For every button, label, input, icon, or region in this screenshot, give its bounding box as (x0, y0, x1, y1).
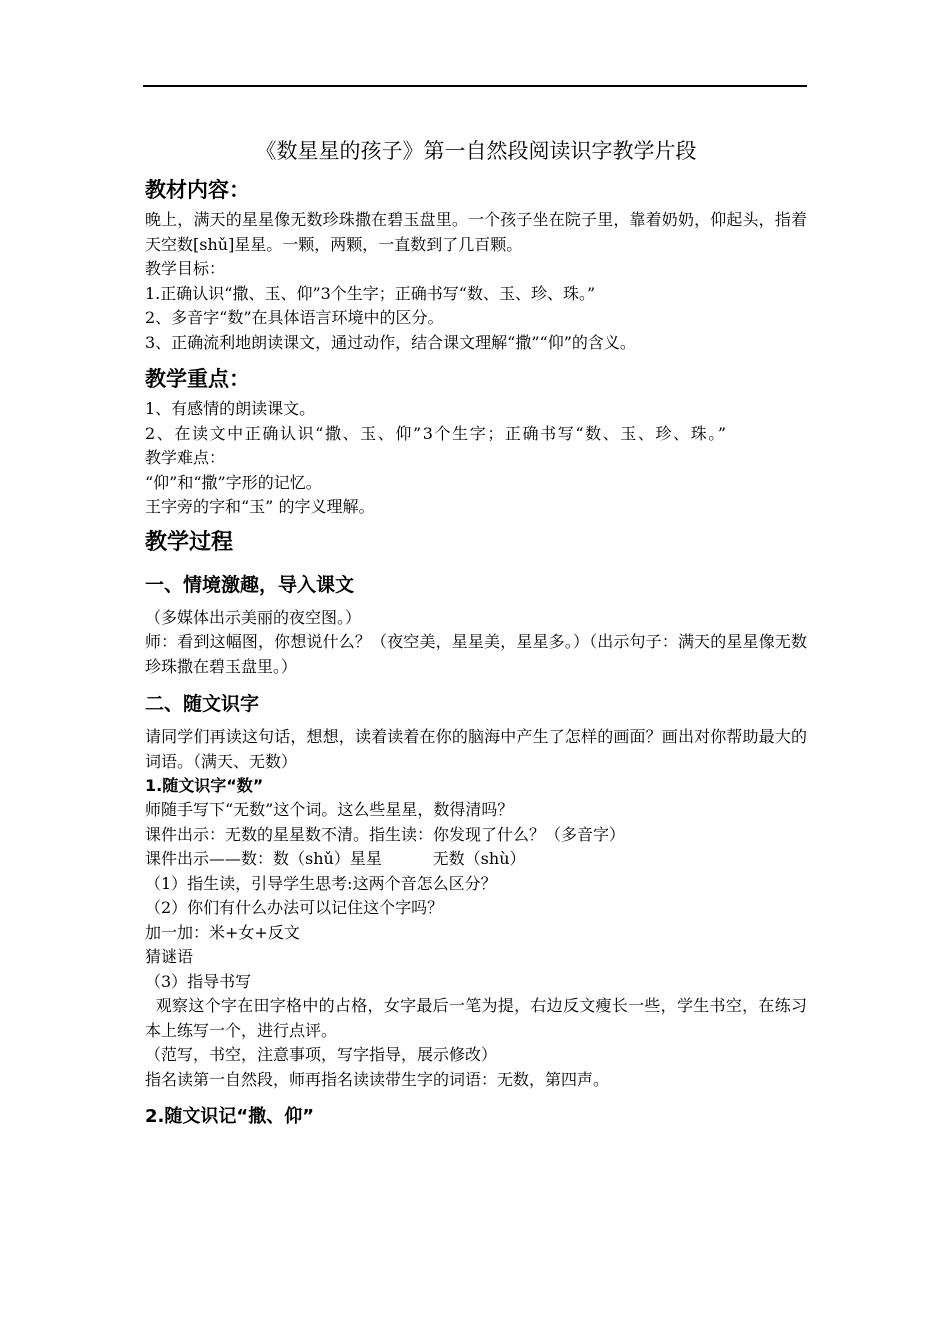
part1-line-2: 师：看到这幅图，你想说什么？（夜空美，星星美，星星多。）（出示句子：满天的星星像无数珍珠撒在碧玉盘里。） (145, 632, 807, 676)
document-title: 《数星星的孩子》第一自然段阅读识字教学片段 (255, 139, 697, 163)
sub1-line-6: 加一加：米+女+反文 (145, 922, 300, 942)
sub1-line-3: 课件出示——数：数（shǔ）星星 无数（shù） (145, 849, 526, 868)
document-body (145, 136, 807, 1130)
goals-label: 教学目标： (145, 259, 226, 278)
difficulty-label: 教学难点： (145, 448, 226, 467)
heading-teaching-focus: 教学重点： (145, 367, 250, 391)
sub1-line-9: 观察这个字在田字格中的占格，女字最后一笔为提，右边反文瘦长一些，学生书空，在练习本上练写一个，进行点评。 (145, 996, 807, 1040)
difficulty-2: 王字旁的字和“玉” 的字义理解。 (145, 497, 375, 516)
heading-teaching-content: 教材内容： (145, 178, 250, 202)
sub1-line-2: 课件出示：无数的星星数不清。指生读：你发现了什么？（多音字） (145, 824, 626, 844)
heading-teaching-process: 教学过程 (145, 529, 234, 555)
focus-item-1: 1、有感情的朗读课文。 (145, 399, 316, 418)
header-rule (143, 85, 807, 87)
sub1-line-1: 师随手写下“无数”这个词。这么些星星，数得清吗？ (145, 800, 514, 819)
heading-part-1: 一、情境激趣，导入课文 (145, 573, 355, 596)
difficulty-1: “仰”和“撒”字形的记忆。 (145, 472, 322, 492)
goal-3: 3、正确流利地朗读课文，通过动作，结合课文理解“撒”“仰”的含义。 (145, 332, 636, 352)
sub1-line-4: （1）指生读，引导学生思考:这两个音怎么区分？ (145, 873, 497, 893)
sub1-line-5: （2）你们有什么办法可以记住这个字吗？ (145, 898, 444, 917)
focus-item-2: 2、在读文中正确认识“撒、玉、仰”3个生字；正确书写“数、玉、珍、珠。” (145, 423, 728, 443)
heading-part-2: 二、随文识字 (145, 693, 260, 715)
sub1-line-10: （范写，书空，注意事项，写字指导，展示修改） (145, 1045, 498, 1064)
goal-2: 2、多音字“数”在具体语言环境中的区分。 (145, 308, 444, 327)
goal-1: 1.正确认识“撒、玉、仰”3个生字；正确书写“数、玉、珍、珠。” (145, 283, 596, 303)
sub1-line-11: 指名读第一自然段，师再指名读读带生字的词语：无数，第四声。 (145, 1069, 610, 1089)
part2-intro: 请同学们再读这句话，想想，读着读着在你的脑海中产生了怎样的画面？画出对你帮助最大的词语。（满天、无数） (145, 727, 807, 771)
heading-sub-2: 2.随文识记“撒、仰” (145, 1106, 315, 1127)
sub1-line-7: 猜谜语 (145, 947, 194, 966)
heading-sub-1: 1.随文识字“数” (145, 776, 264, 795)
sub1-line-8: （3）指导书写 (145, 971, 252, 991)
part1-line-1: （多媒体出示美丽的夜空图。） (145, 607, 362, 627)
lesson-text: 晚上，满天的星星像无数珍珠撒在碧玉盘里。一个孩子坐在院子里，靠着奶奶，仰起头，指着天空数[shǔ]星星。一颗，两颗，一直数到了几百颗。 (145, 210, 807, 254)
